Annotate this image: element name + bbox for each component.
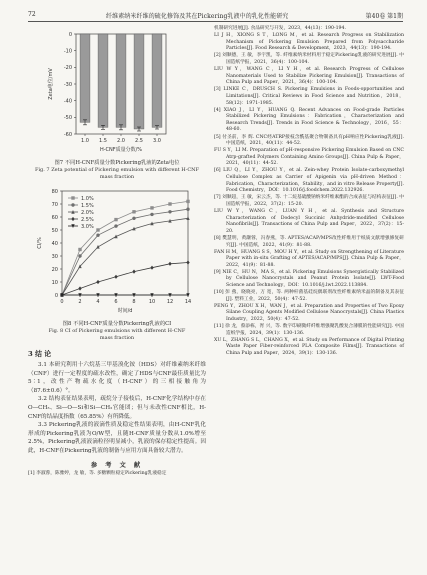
data-point bbox=[168, 262, 171, 266]
data-point bbox=[150, 213, 153, 216]
x-axis-label: 时间/d bbox=[117, 308, 133, 314]
data-point bbox=[186, 208, 189, 211]
x-tick-label: 12 bbox=[166, 299, 174, 305]
data-point bbox=[186, 200, 189, 203]
x-tick-label: 10 bbox=[148, 299, 156, 305]
y-tick-label: -60 bbox=[63, 131, 72, 138]
x-tick-label: 14 bbox=[184, 299, 192, 305]
conclusion-paragraph: 3.2 结构表征结果表明，疏烷分子接枝后，H-CNF化学结构中存在O—CH₃、Si—O—Si和Si—CH₂官能团；但与未改性CNF相比，H-CNF的结晶度指数（65.85%）有所降低。 bbox=[28, 396, 206, 420]
issue-label: 第40卷 第1期 bbox=[365, 13, 403, 20]
data-point bbox=[96, 234, 99, 237]
y-tick-label: -10 bbox=[63, 48, 72, 55]
data-point bbox=[78, 248, 81, 251]
reference-entry: PENG Y，ZHOU X H，WAN J，et al. Preparation and Properties of Two Epoxy Silane Coupling Agents Modified Cellulose Nanocrystals[J]. China Plastics Industry，2022，50(4)：47-52. bbox=[214, 303, 404, 323]
data-point bbox=[168, 202, 171, 205]
figure-8-caption-en-cont: mass fraction bbox=[99, 335, 135, 341]
data-point bbox=[114, 218, 117, 221]
figure-8-caption-cn: 图8 不同H-CNF质量分数Pickering乳液的CI bbox=[62, 321, 172, 327]
data-point bbox=[96, 228, 99, 231]
data-point bbox=[78, 254, 81, 257]
running-title: 纤维素纳米纤维的硫化修饰及其在Pickering乳液中的乳化性能研究 bbox=[106, 13, 289, 20]
reference-entry: XU L，ZHANG S L，CHANG X，et al. Study on Performance of Digital Printing Waste Paper Fiber-reinforced PLA Composite Films[J]. Transactions of China Pulp and Paper，2024，39(1)：130-136. bbox=[214, 337, 404, 356]
data-point bbox=[168, 210, 171, 213]
data-point bbox=[71, 196, 74, 199]
data-point bbox=[132, 217, 135, 220]
data-point bbox=[132, 210, 135, 213]
running-header bbox=[28, 9, 403, 22]
reference-entry: LI J H，XIONG S T，LONG M，et al. Research Progress on Stabilization Mechanism of Pickering Emulsion Prepared from Polysaccharide Particles[J]. Food Research & Development，2023，44(13)：190-194. bbox=[214, 33, 404, 52]
page-number: 72 bbox=[28, 11, 36, 18]
bar bbox=[116, 34, 126, 127]
reference-entry: [10] 彭 燕，晓晓亮，万 宽，等. 两种杆菌基硅烷偶联剂改性纤维素纳米晶的制备及其表征[J]. 塑料工业，2022，50(4)：47-52. bbox=[214, 290, 404, 302]
data-point bbox=[114, 275, 117, 279]
x-tick-label: 2.0 bbox=[117, 138, 125, 144]
reference-list bbox=[214, 26, 404, 358]
y-tick-label: 0 bbox=[54, 292, 58, 299]
reference-entry: [2] 刘顺德，王 敏，李宇凯，等. 纤维素纳米材料用于稳定Pickering乳液的研究进展[J]. 中国造纸学报，2021，36(4)：100-104. bbox=[214, 53, 404, 65]
figure-8-line-chart bbox=[28, 185, 206, 317]
x-tick-label: 2.5 bbox=[135, 138, 143, 144]
figure-8-caption-en: Fig. 8 CI of Pickering emulsions with different H-CNF bbox=[48, 328, 186, 334]
reference-entry: 机制研究进展[J]. 食品研究与开发，2023，44(13)：190-194. bbox=[214, 26, 347, 31]
figure-7-caption-en: Fig. 7 Zeta potential of Pickering emulsion with different H-CNF bbox=[34, 167, 199, 173]
data-point bbox=[114, 224, 117, 227]
y-tick-label: 50 bbox=[51, 227, 58, 234]
y-tick-label: 10 bbox=[51, 279, 58, 286]
y-tick-label: 70 bbox=[51, 201, 58, 208]
reference-entry: [11] 徐 龙，蔡添栋，胥 兴，等. 数字印刷微纤纤维增强聚乳酸复合薄膜的性能研究[J]. 中国造纸学报，2024，39(1)：130-136. bbox=[214, 324, 404, 336]
reference-entry: FAN H M，HUANG S S，MOU H Y，et al. Study on Strengthening of Literature Paper with in-situ Grafting of APTES/ACAP/MPS[J]. China Pulp & Paper，2022，41(9)：81-88. bbox=[214, 249, 404, 268]
x-tick-label: 2 bbox=[78, 299, 82, 305]
data-point bbox=[186, 260, 189, 264]
legend-label: 1.0% bbox=[81, 195, 94, 202]
data-point bbox=[150, 266, 153, 270]
left-column bbox=[28, 26, 206, 478]
x-tick-label: 4 bbox=[96, 299, 100, 305]
y-tick-label: -50 bbox=[63, 115, 72, 122]
y-tick-label: -20 bbox=[63, 65, 72, 72]
legend-label: 1.5% bbox=[81, 202, 94, 209]
y-axis-label: Zeta电位/mV bbox=[48, 68, 54, 100]
x-axis-label: H-CNF质量分数/% bbox=[99, 147, 143, 153]
x-tick-label: 8 bbox=[132, 299, 136, 305]
reference-entry: [8] 樊慧明，黄灏蓉，冯春燕，等. APTES/ACAP/MPS改性纤维用于纸质文献增强修复研究[J]. 中国造纸，2022，41(9)：81-88. bbox=[214, 235, 404, 248]
y-tick-label: -30 bbox=[63, 81, 72, 88]
y-axis-label: CI/% bbox=[37, 237, 43, 249]
y-tick-label: -40 bbox=[63, 98, 72, 105]
data-point bbox=[96, 245, 99, 249]
data-point bbox=[71, 217, 74, 221]
bar bbox=[152, 34, 162, 127]
reference-entry: [9] NIE C，HU N，MA S，et al. Pickering Emulsions Synergistically Stabilized by Cellulose Nanocrystals and Peanut Protein Isolate[J]. LWT-Food Science and Technology，DOI：10.1016/j.lwt.2022.113884. bbox=[214, 269, 404, 289]
right-column bbox=[214, 26, 404, 358]
reference-entry: LIU W Y，WANG C，LUAN Y H，et al. Synthesis and Structure Characterization of Dodecyl Succinic Anhydride-modified Cellulose Nanofibrils[J]. Transactions of China Pulp and Paper，2022，37(2)：15-20. bbox=[214, 209, 404, 234]
conclusion-paragraph: 3.3 Pickering乳液的液滴性质及稳定性结果表明，由H-CNF乳化形成的Pickering乳液为O/W型，且随H-CNF质量分数从1.0%增至2.5%，Pickering乳液液滴粒径明显减小，乳液的保存稳定性提高。因此，H-CNF在Pickering乳液的制备与应用方面具备较大潜力。 bbox=[28, 422, 206, 454]
data-point bbox=[150, 206, 153, 209]
figure-7-caption-cn: 图7 不同H-CNF质量分数Pickering乳液的Zeta电位 bbox=[54, 160, 180, 166]
reference-entry: [4] XIAO J，LI Y，HUANG Q. Recent Advances on Food-grade Particles Stabilized Pickering Emulsions：Fabrication，Characterization and Research Trends[J]. Trends in Food Science & Technology，2016，55：48-60. bbox=[214, 107, 404, 133]
reference-entry: [7] 刘顺超，王 敏，宋云杰，等. 十二烷基硫酸钠纳米纤维素酯的合成表征与结构表征[J]. 中国造纸学报，2022，37(2)：15-20. bbox=[214, 195, 404, 207]
bar bbox=[134, 34, 144, 129]
reference-entry: [1] 李淑蓉，陈雅婷，龙 敏，等. 多糖颗粒稳定Pickering乳液稳定 bbox=[28, 470, 167, 476]
data-point bbox=[96, 280, 99, 284]
y-tick-label: 60 bbox=[51, 214, 58, 221]
legend-label: 2.0% bbox=[81, 209, 94, 216]
y-tick-label: 20 bbox=[51, 266, 58, 273]
x-tick-label: 6 bbox=[114, 299, 118, 305]
bar bbox=[80, 34, 90, 122]
data-point bbox=[78, 286, 81, 290]
reference-entry: FU S Y，LI M. Preparation of pH-responsive Pickering Emulsion Based on CNC Atrp-grafted Polymers Containing Amino Groups[J]. China Pulp & Paper，2021，40(11)：44-52. bbox=[214, 148, 404, 167]
x-tick-label: 3.0 bbox=[153, 138, 161, 144]
reference-entry: [3] LINKE C，DRUSCH S. Pickering Emulsions in Foods-opportunities and Limitations[J]. Critical Reviews in Food Science and Nutrition，2018，58(12)：1971-1985. bbox=[214, 87, 404, 106]
y-tick-label: 80 bbox=[51, 188, 58, 195]
x-tick-label: 0 bbox=[60, 299, 64, 305]
reference-entry: [5] 付圣前，李 辉. CNC经ATRP接枝含酰基聚合物制备具有pH响应性Pickering乳液[J]. 中国造纸，2021，40(11)：44-52. bbox=[214, 134, 404, 147]
figure-7-caption-en-cont: mass fraction bbox=[99, 174, 135, 180]
x-tick-label: 1.5 bbox=[99, 138, 107, 144]
references-heading: 参 考 文 献 bbox=[90, 461, 144, 469]
reference-entry: [6] LIU Q，LI Y，ZHOU Y，et al. Zein-whey Protein Isolate-carboxymethyl Cellulose Complex as Carrier of Apigenin via pH-driven Method：Fabrication，Characterization，Stability，and in vitro Release Property[J]. Food Chemistry，DOI：10.1016/j.foodchem.2022.132926. bbox=[214, 168, 404, 194]
section-heading-conclusion: 3 结 论 bbox=[28, 350, 52, 358]
data-point bbox=[132, 270, 135, 274]
y-tick-label: 30 bbox=[51, 253, 58, 260]
conclusion-paragraph: 3.1 本研究利用十六烷基三甲基溴化铵（HDS）对纤维素纳米纤维（CNF）进行一定程度的疏水改性，确定了HDS与CNF最佳质量比为5∶1，改性产物疏水化度（H-CNF）的三相接触角为（87.6±0.6）°。 bbox=[28, 362, 206, 394]
reference-entry: LIU W Y，WANG C，LI Y H，et al. Research Progress of Cellulose Nanomaterials Used to Stabilize Pickering Emulsion[J]. Transactions of China Pulp and Paper，2021，36(4)：100-104. bbox=[214, 67, 404, 86]
bar bbox=[98, 34, 108, 127]
legend-label: 2.5% bbox=[81, 216, 94, 223]
x-tick-label: 1.0 bbox=[81, 138, 89, 144]
legend-label: 3.0% bbox=[81, 223, 94, 230]
data-point bbox=[71, 203, 74, 206]
y-tick-label: 40 bbox=[51, 240, 58, 247]
figure-7-bar-chart bbox=[28, 26, 206, 156]
y-tick-label: 0 bbox=[68, 31, 72, 38]
